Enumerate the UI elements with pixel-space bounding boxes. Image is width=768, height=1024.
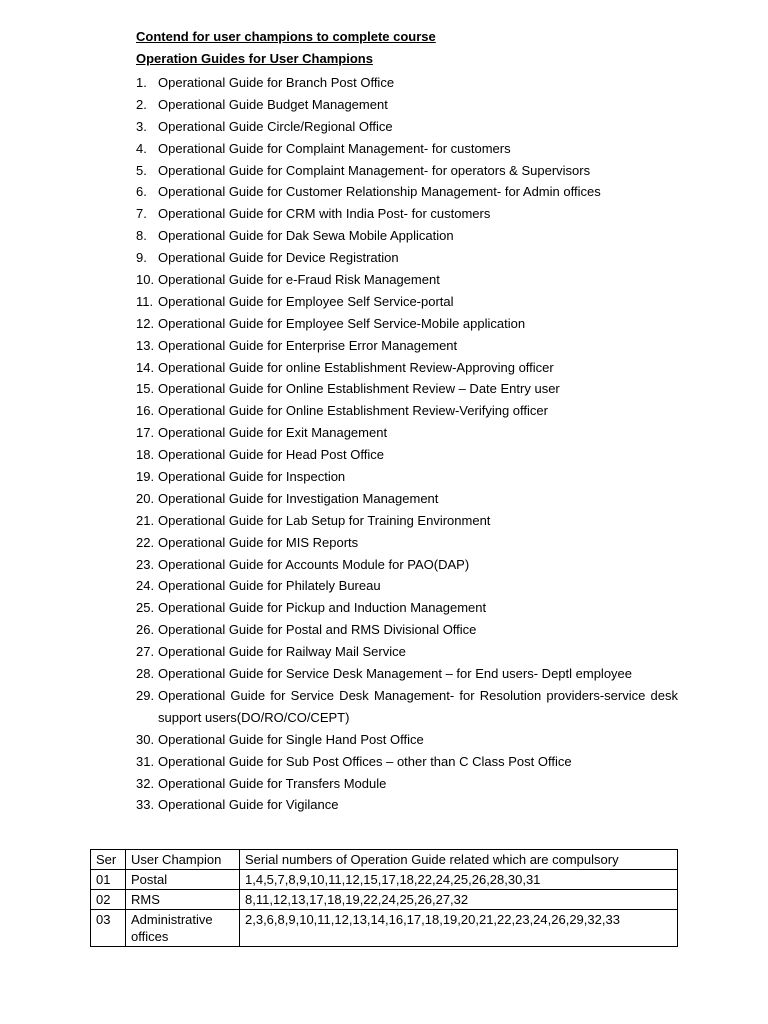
list-item-number: 27. [136, 644, 155, 660]
list-item-text: Operational Guide for Employee Self Service-portal [158, 293, 454, 309]
list-item-text: Operational Guide for Vigilance [158, 797, 339, 813]
list-item-number: 13. [136, 337, 155, 353]
page-heading: Contend for user champions to complete course [136, 29, 436, 44]
list-item-number: 12. [136, 315, 155, 331]
list-item [136, 160, 678, 182]
list-item [136, 663, 678, 685]
list-item-text: Operational Guide for Accounts Module for PAO(DAP) [158, 556, 470, 572]
column-header-ser: Ser [91, 850, 126, 870]
list-item-text: Operational Guide for Online Establishment Review – Date Entry user [158, 381, 560, 397]
list-item-text: Operational Guide for Complaint Management- for operators & Supervisors [158, 162, 591, 178]
list-item [136, 466, 678, 488]
list-item-text: Operational Guide for Customer Relationship Management- for Admin offices [158, 184, 601, 200]
list-item [136, 510, 678, 532]
list-item [136, 225, 678, 247]
list-item [136, 313, 678, 335]
list-item [136, 203, 678, 225]
list-item [136, 269, 678, 291]
cell-serial-numbers: 8,11,12,13,17,18,19,22,24,25,26,27,32 [240, 890, 678, 910]
list-item-number: 18. [136, 447, 155, 463]
table-row [91, 910, 678, 947]
cell-ser: 03 [91, 910, 126, 947]
list-item-number: 7. [136, 206, 147, 222]
list-item-number: 29. [136, 687, 155, 703]
list-item [136, 729, 678, 751]
list-item [136, 554, 678, 576]
list-item-number: 21. [136, 512, 155, 528]
list-item-number: 30. [136, 731, 155, 747]
list-item-text: Operational Guide for Pickup and Induction Management [158, 600, 487, 616]
list-item-number: 17. [136, 425, 155, 441]
list-item [136, 641, 678, 663]
list-item [136, 400, 678, 422]
list-item-text: Operational Guide for Railway Mail Service [158, 644, 406, 660]
list-item-text: Operational Guide for Philately Bureau [158, 578, 381, 594]
list-item [136, 794, 678, 816]
list-item-text: Operational Guide for Sub Post Offices – other than C Class Post Office [158, 753, 572, 769]
list-item [136, 422, 678, 444]
list-item-number: 31. [136, 753, 155, 769]
list-item [136, 181, 678, 203]
list-item [136, 773, 678, 795]
list-item-text: Operational Guide for Service Desk Management – for End users- Deptl employee [158, 666, 633, 682]
list-item-text: Operational Guide for Single Hand Post Office [158, 731, 424, 747]
list-item-number: 5. [136, 162, 147, 178]
list-item-text: Operational Guide for Branch Post Office [158, 75, 395, 90]
list-item-number: 32. [136, 775, 155, 791]
list-item-number: 23. [136, 556, 155, 572]
list-item-number: 8. [136, 228, 147, 244]
table-row [91, 870, 678, 890]
cell-user-champion: Administrative offices [126, 910, 240, 947]
table-header-row [91, 850, 678, 870]
list-item-number: 26. [136, 622, 155, 638]
list-item-number: 1. [136, 75, 147, 90]
list-item-number: 22. [136, 534, 155, 550]
list-item [136, 378, 678, 400]
column-header-serial-numbers: Serial numbers of Operation Guide related which are compulsory [240, 850, 678, 870]
list-item [136, 597, 678, 619]
list-item-number: 4. [136, 140, 147, 156]
list-item [136, 291, 678, 313]
list-item [136, 488, 678, 510]
list-item-text: Operational Guide Budget Management [158, 96, 388, 112]
list-item-text: Operational Guide Circle/Regional Office [158, 118, 393, 134]
list-item-number: 25. [136, 600, 155, 616]
list-item-number: 33. [136, 797, 155, 813]
list-item [136, 94, 678, 116]
list-item-number: 15. [136, 381, 155, 397]
guide-list [136, 72, 678, 816]
user-champion-table [90, 849, 678, 947]
list-item-number: 28. [136, 666, 155, 682]
list-item [136, 751, 678, 773]
list-item-number: 16. [136, 403, 155, 419]
list-item-text: Operational Guide for Employee Self Service-Mobile application [158, 315, 526, 331]
list-item-text: Operational Guide for Inspection [158, 469, 346, 485]
list-item-number: 24. [136, 578, 155, 594]
list-item-text: Operational Guide for Service Desk Management- for Resolution providers-service desk support users(DO/RO/CO/CEPT) [158, 687, 678, 725]
table-row [91, 890, 678, 910]
list-item-text: Operational Guide for Head Post Office [158, 447, 384, 463]
list-item-text: Operational Guide for Lab Setup for Training Environment [158, 512, 491, 528]
cell-user-champion: Postal [126, 870, 240, 890]
list-item [136, 72, 678, 94]
list-item-text: Operational Guide for Complaint Management- for customers [158, 140, 511, 156]
list-item-text: Operational Guide for e-Fraud Risk Management [158, 272, 440, 288]
list-item-text: Operational Guide for Online Establishment Review-Verifying officer [158, 403, 548, 419]
list-item-number: 11. [136, 293, 154, 309]
list-item-text: Operational Guide for Dak Sewa Mobile Application [158, 228, 454, 244]
list-item-text: Operational Guide for Exit Management [158, 425, 388, 441]
column-header-user-champion: User Champion [126, 850, 240, 870]
list-item [136, 619, 678, 641]
list-item-number: 10. [136, 272, 155, 288]
list-item-text: Operational Guide for CRM with India Post- for customers [158, 206, 491, 222]
list-item-text: Operational Guide for Postal and RMS Divisional Office [158, 622, 477, 638]
cell-ser: 02 [91, 890, 126, 910]
list-item-number: 14. [136, 359, 155, 375]
list-item [136, 575, 678, 597]
cell-serial-numbers: 1,4,5,7,8,9,10,11,12,15,17,18,22,24,25,26,28,30,31 [240, 870, 678, 890]
list-item-text: Operational Guide for Transfers Module [158, 775, 387, 791]
section-heading: Operation Guides for User Champions [136, 51, 373, 66]
list-item-number: 19. [136, 469, 155, 485]
list-item [136, 138, 678, 160]
list-item-number: 2. [136, 96, 147, 112]
list-item [136, 532, 678, 554]
list-item [136, 685, 678, 729]
list-item-text: Operational Guide for Investigation Management [158, 490, 439, 506]
list-item [136, 335, 678, 357]
list-item-text: Operational Guide for Device Registration [158, 250, 399, 266]
list-item-text: Operational Guide for Enterprise Error Management [158, 337, 458, 353]
list-item-number: 6. [136, 184, 147, 200]
list-item [136, 444, 678, 466]
cell-user-champion: RMS [126, 890, 240, 910]
list-item-number: 3. [136, 118, 147, 134]
list-item [136, 116, 678, 138]
cell-ser: 01 [91, 870, 126, 890]
list-item-text: Operational Guide for MIS Reports [158, 534, 359, 550]
list-item-text: Operational Guide for online Establishment Review-Approving officer [158, 359, 554, 375]
list-item-number: 9. [136, 250, 147, 266]
list-item [136, 247, 678, 269]
list-item [136, 357, 678, 379]
list-item-number: 20. [136, 490, 155, 506]
cell-serial-numbers: 2,3,6,8,9,10,11,12,13,14,16,17,18,19,20,21,22,23,24,26,29,32,33 [240, 910, 678, 947]
